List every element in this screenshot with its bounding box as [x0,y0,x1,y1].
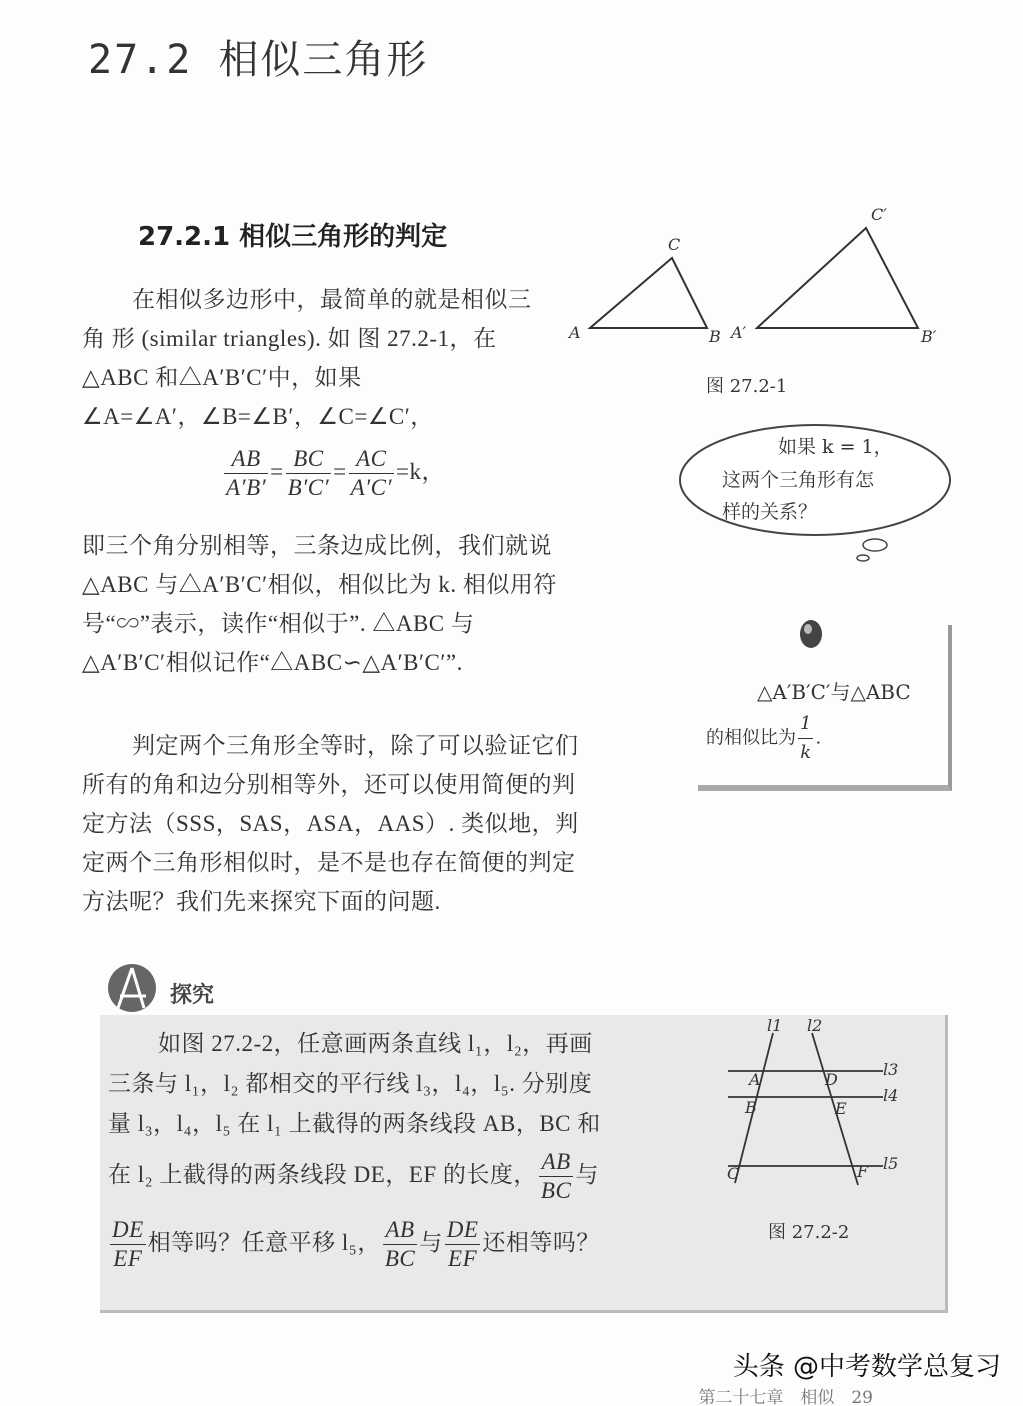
label-b-prime: B′ [921,327,937,346]
label-l3: l3 [883,1060,899,1079]
para3-line: 定方法（SSS，SAS，ASA，AAS）. 类似地，判 [82,811,579,836]
label-c: C [727,1164,740,1183]
label-d: D [825,1070,838,1089]
explore-text: 与 [575,1162,599,1187]
equals-k: =k， [396,459,446,484]
ratio-equation [82,440,552,504]
label-b: B [709,327,721,346]
label-a: A [749,1070,761,1089]
label-l5: l5 [883,1154,899,1173]
main-text-column [82,280,579,921]
label-b: B [745,1098,757,1117]
fraction-num: DE [445,1216,481,1245]
fraction-den: BC [384,1246,416,1272]
fraction-den: A′C′ [350,475,393,501]
explore-heading: 探究 [170,983,215,1008]
label-a-prime: A′ [731,323,747,342]
para1-line: 角 形 (similar triangles). 如 图 27.2-1，在 [82,326,497,351]
fraction-num: AB [224,445,268,474]
equals: = [333,459,347,484]
fraction-num: AB [539,1148,573,1177]
para1-line: △ABC 和△A′B′C′中，如果 [82,365,362,390]
explore-text: 与 [419,1230,443,1255]
para1-line: ∠A=∠A′，∠B=∠B′，∠C=∠C′， [82,404,434,429]
fraction-num: DE [110,1216,146,1245]
explore-line4 [108,1144,698,1206]
explore-text-column [108,1024,698,1274]
note-text: 的相似比为 [706,727,796,749]
watermark: 头条 @中考数学总复习 [732,1352,1001,1382]
note-line: △A′B′C′与△ABC [757,680,911,704]
fraction-num: AC [349,445,394,474]
cloud-line: 这两个三角形有怎 [722,469,875,491]
label-l1: l1 [767,1016,783,1035]
fraction-den: k [800,742,812,763]
explore-line: 如图 27.2-2，任意画两条直线 l₁，l₂，再画 [158,1031,593,1056]
explore-compass-icon [104,962,160,1014]
para3-line: 定两个三角形相似时，是不是也存在简便的判定 [82,850,576,875]
label-f: F [857,1162,869,1181]
explore-line: 三条与 l₁，l₂ 都相交的平行线 l₃，l₄，l₅. 分别度 [108,1071,593,1096]
figure-parallel-lines [715,1015,905,1195]
label-e: E [835,1099,847,1118]
figure-caption: 图 27.2-1 [706,376,788,397]
fraction-num: 1 [798,710,813,739]
note-line2 [706,710,821,767]
cloud-line: 如果 k = 1， [778,436,893,458]
note-period: . [815,727,822,749]
fraction-den: A′B′ [226,475,267,501]
explore-text: 还相等吗？ [482,1230,600,1255]
page-title: 27.2 相似三角形 [88,37,429,83]
figure-caption: 图 27.2-2 [768,1222,850,1243]
fraction-den: EF [113,1246,143,1272]
label-l2: l2 [807,1016,823,1035]
explore-text: 在 l₂ 上截得的两条线段 DE，EF 的长度， [108,1162,537,1187]
fraction-num: AB [383,1216,417,1245]
page-footer: 第二十七章 相似 29 [698,1388,873,1406]
para1-line: 在相似多边形中，最简单的就是相似三 [132,287,532,312]
para3-line: 方法呢？我们先来探究下面的问题. [82,889,441,914]
para2-line: △A′B′C′相似记作“△ABC∽△A′B′C′”. [82,650,463,675]
label-a: A [569,323,581,342]
para3-line: 判定两个三角形全等时，除了可以验证它们 [132,733,579,758]
triangle-abc-prime [757,228,918,328]
para2-line: 号“∽”表示，读作“相似于”. △ABC 与 [82,611,475,636]
figure-similar-triangles [555,200,955,350]
explore-text: 相等吗？任意平移 l₅， [147,1230,381,1255]
para2-line: 即三个角分别相等，三条边成比例，我们就说 [82,533,552,558]
label-l4: l4 [883,1086,899,1105]
fraction-num: BC [286,445,331,474]
lightbulb-icon [796,612,828,654]
fraction-den: B′C′ [287,475,330,501]
explore-line: 量 l₃，l₄，l₅ 在 l₁ 上截得的两条线段 AB，BC 和 [108,1111,601,1136]
section-heading: 27.2.1 相似三角形的判定 [138,222,448,252]
label-c-prime: C′ [871,205,887,224]
para3-line: 所有的角和边分别相等外，还可以使用简便的判 [82,772,576,797]
label-c: C [668,235,681,254]
explore-line5 [108,1212,698,1274]
fraction-den: EF [448,1246,478,1272]
equals: = [270,459,284,484]
cloud-line: 样的关系？ [722,501,818,523]
fraction-den: BC [540,1178,572,1204]
para2-line: △ABC 与△A′B′C′相似，相似比为 k. 相似用符 [82,572,557,597]
triangle-abc [590,258,707,328]
